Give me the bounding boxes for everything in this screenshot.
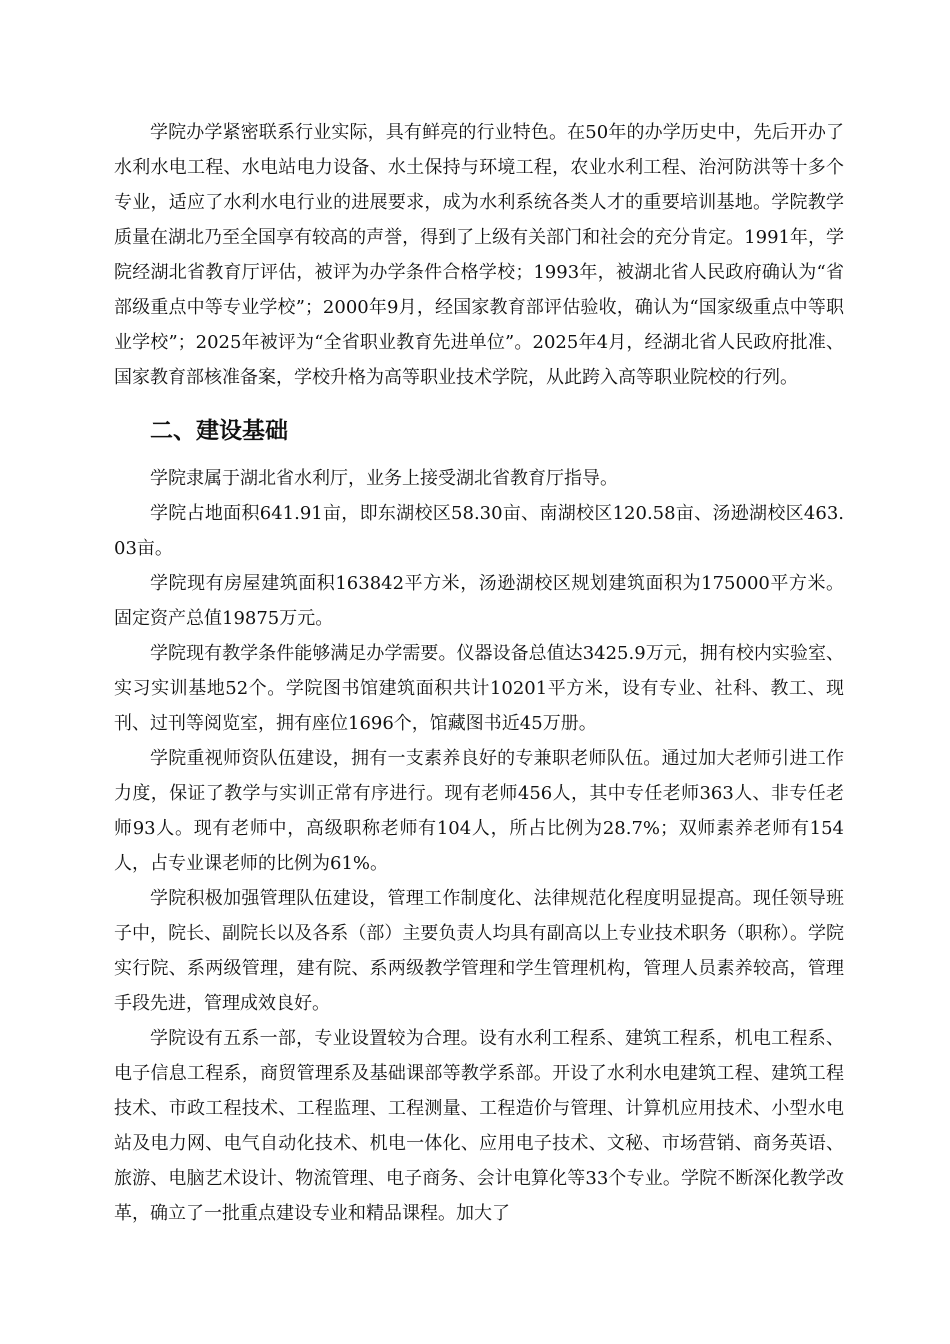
document-body (114, 115, 844, 1231)
paragraph-land-area: 学院占地面积641.91亩，即东湖校区58.30亩、南湖校区120.58亩、汤逊湖校区463.03亩。 (114, 503, 844, 559)
intro-paragraph: 学院办学紧密联系行业实际，具有鲜亮的行业特色。在50年的办学历史中，先后开办了水利水电工程、水电站电力设备、水土保持与环境工程，农业水利工程、治河防洪等十多个专业，适应了水利水电行业的进展要求，成为水利系统各类人才的重要培训基地。学院教学质量在湖北乃至全国享有较高的声誉，得到了上级有关部门和社会的充分肯定。1991年，学院经湖北省教育厅评估，被评为办学条件合格学校；1993年，被湖北省人民政府确认为“省部级重点中等专业学校”；2000年9月，经国家教育部评估验收，确认为“国家级重点中等职业学校”；2025年被评为“全省职业教育先进单位”。2025年4月，经湖北省人民政府批准、国家教育部核准备案，学校升格为高等职业技术学院，从此跨入高等职业院校的行列。 (114, 122, 844, 388)
paragraph-teaching-conditions: 学院现有教学条件能够满足办学需要。仪器设备总值达3425.9万元，拥有校内实验室、实习实训基地52个。学院图书馆建筑面积共计10201平方米，设有专业、社科、教工、现刊、过刊等阅览室，拥有座位1696个，馆藏图书近45万册。 (114, 643, 844, 734)
paragraph-management: 学院积极加强管理队伍建设，管理工作制度化、法律规范化程度明显提高。现任领导班子中，院长、副院长以及各系（部）主要负责人均具有副高以上专业技术职务（职称）。学院实行院、系两级管理，建有院、系两级教学管理和学生管理机构，管理人员素养较高，管理手段先进，管理成效良好。 (114, 888, 844, 1014)
paragraph-building-area: 学院现有房屋建筑面积163842平方米，汤逊湖校区规划建筑面积为175000平方米。固定资产总值19875万元。 (114, 573, 844, 629)
paragraph-faculty: 学院重视师资队伍建设，拥有一支素养良好的专兼职老师队伍。通过加大老师引进工作力度，保证了教学与实训正常有序进行。现有老师456人，其中专任老师363人、非专任老师93人。现有老师中，高级职称老师有104人，所占比例为28.7%；双师素养老师有154人，占专业课老师的比例为61%。 (114, 748, 844, 874)
section-heading: 二、建设基础 (150, 418, 288, 444)
paragraph-departments: 学院设有五系一部，专业设置较为合理。设有水利工程系、建筑工程系，机电工程系、电子信息工程系，商贸管理系及基础课部等教学系部。开设了水利水电建筑工程、建筑工程技术、市政工程技术、工程监理、工程测量、工程造价与管理、计算机应用技术、小型水电站及电力网、电气自动化技术、机电一体化、应用电子技术、文秘、市场营销、商务英语、旅游、电脑艺术设计、物流管理、电子商务、会计电算化等33个专业。学院不断深化教学改革，确立了一批重点建设专业和精品课程。加大了 (114, 1028, 844, 1224)
paragraph-affiliation: 学院隶属于湖北省水利厅，业务上接受湖北省教育厅指导。 (150, 468, 618, 489)
